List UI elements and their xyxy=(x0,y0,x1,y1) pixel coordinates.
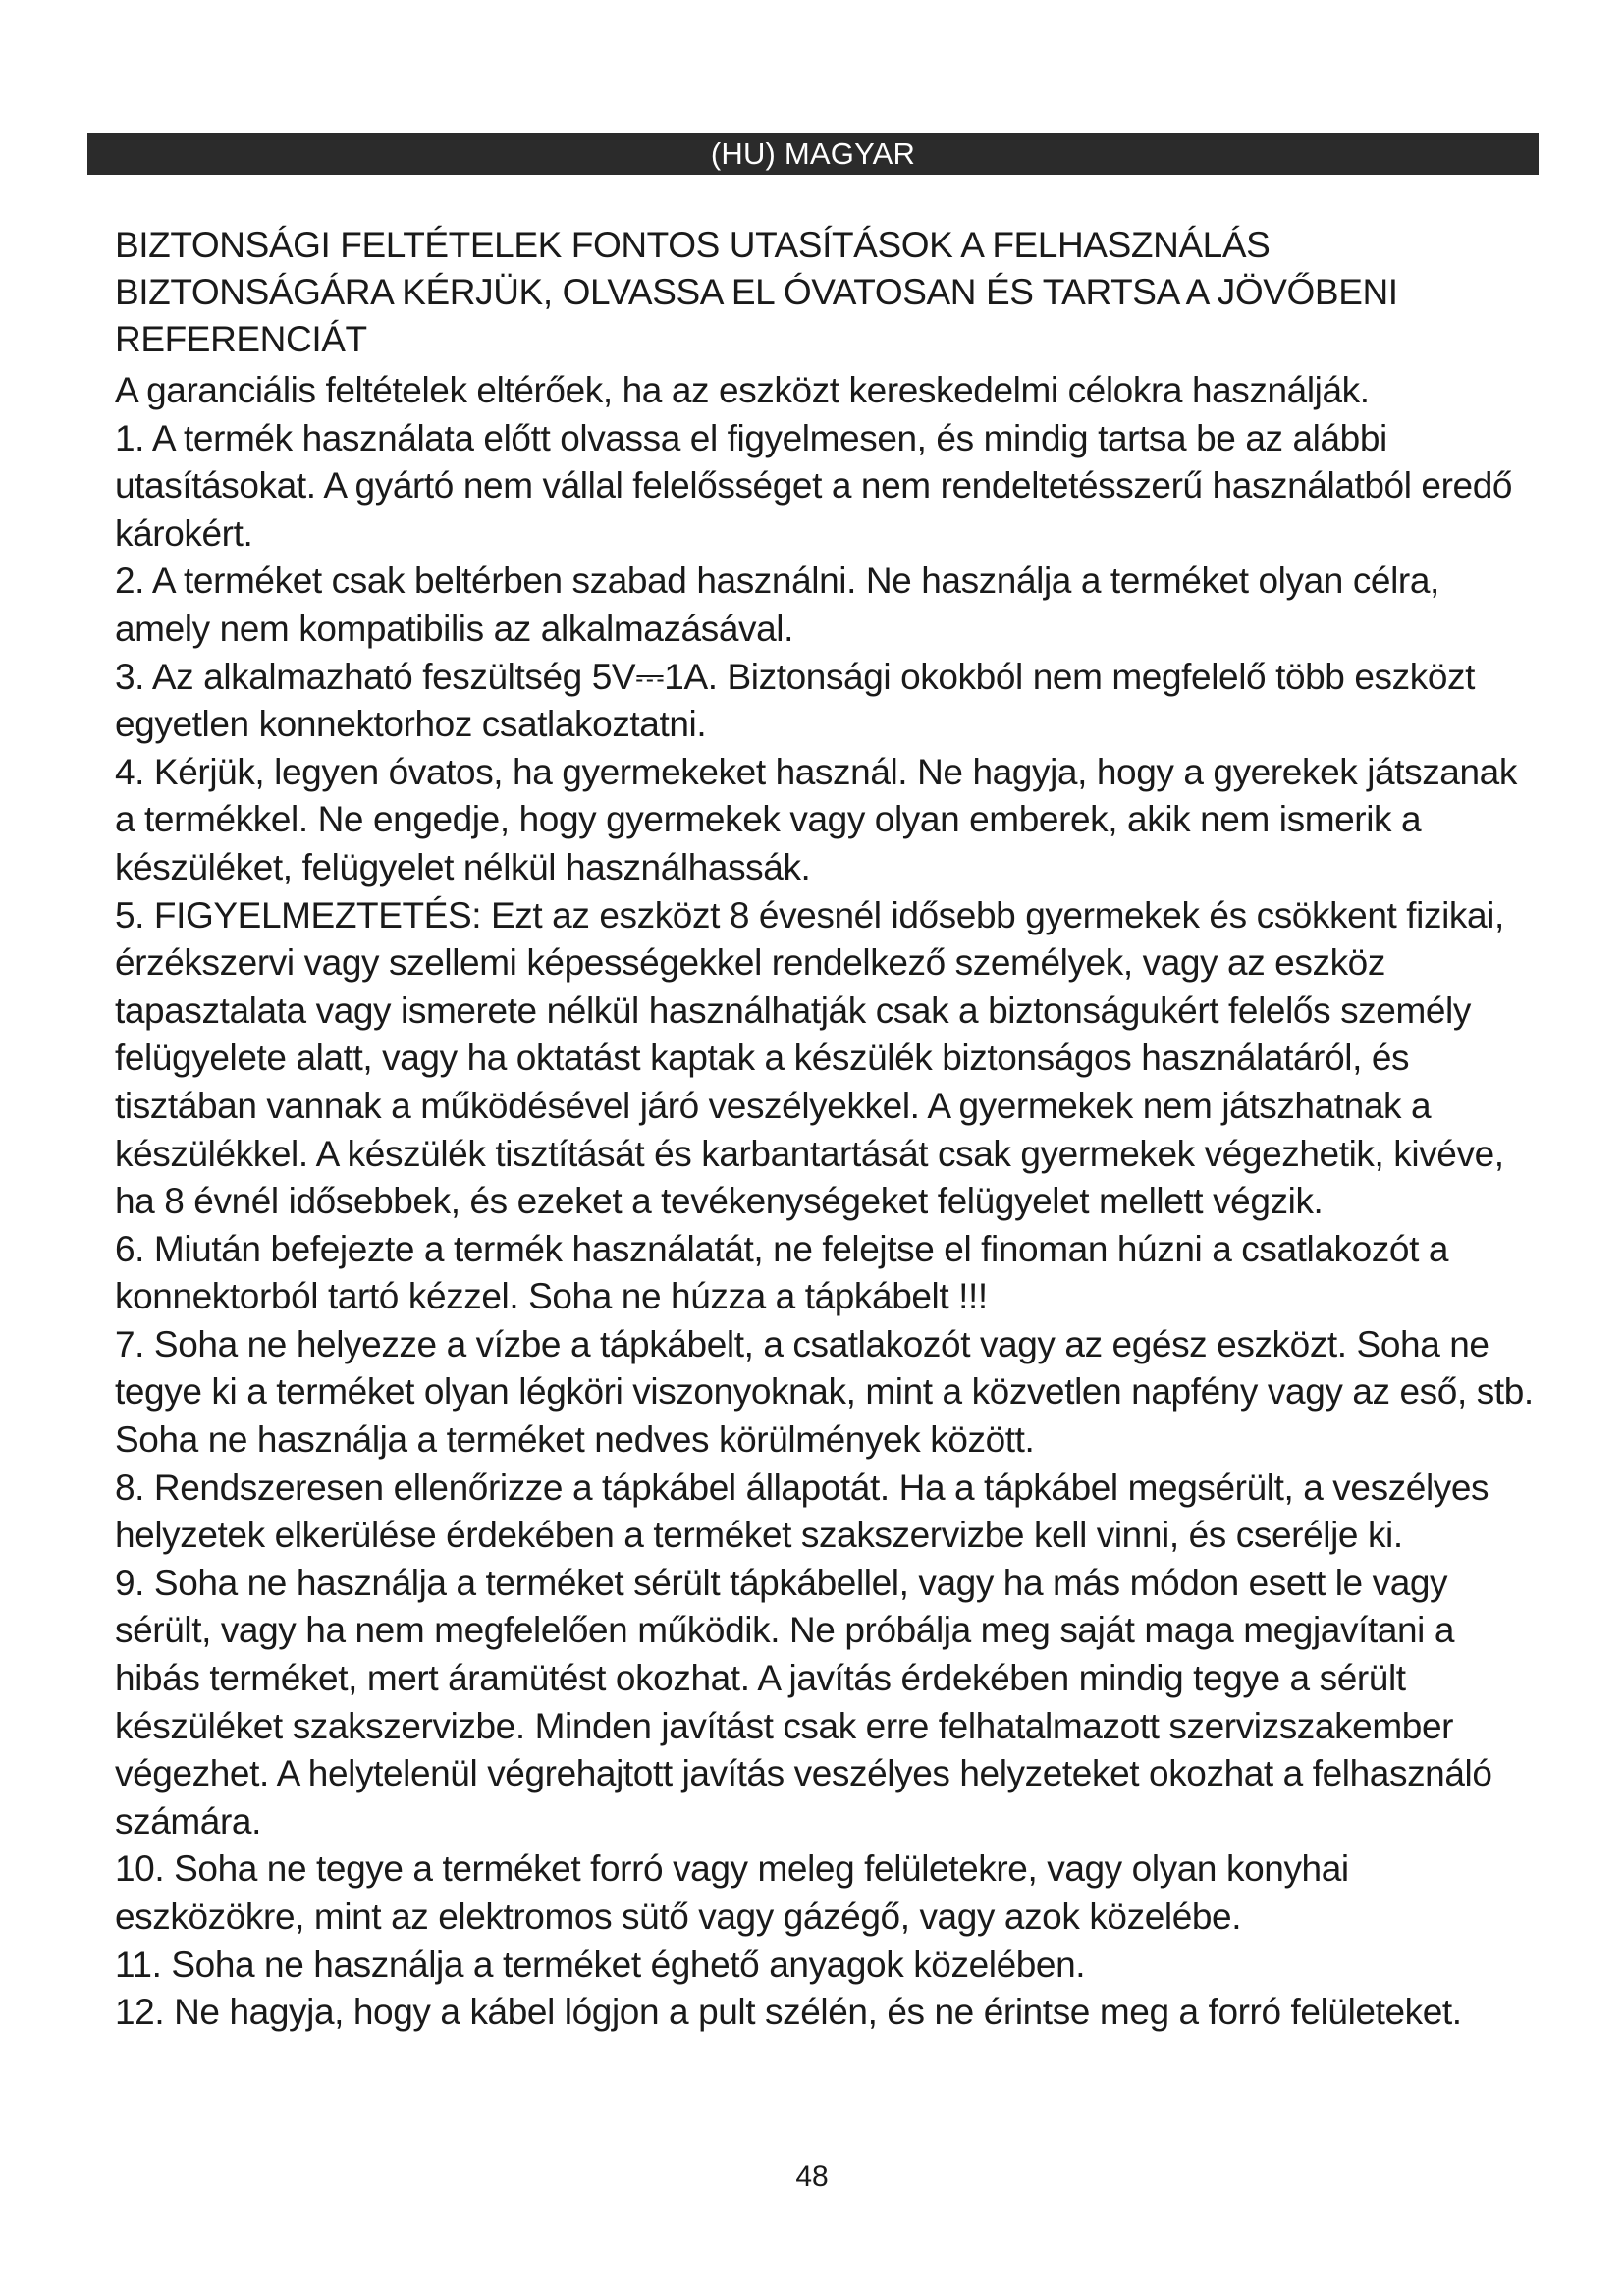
language-header-bar xyxy=(87,133,1539,175)
safety-heading: BIZTONSÁGI FELTÉTELEK FONTOS UTASÍTÁSOK A FELHASZNÁLÁS BIZTONSÁGÁRA KÉRJÜK, OLVASSA EL ÓVATOSAN ÉS TARTSA A JÖVŐBENI REFERENCIÁT xyxy=(115,225,1398,359)
instruction-item-6: 6. Miután befejezte a termék használatát, ne felejtse el finoman húzni a csatlakozót a konnektorból tartó kézzel. Soha ne húzza a tápkábelt !!! xyxy=(115,1228,1449,1317)
document-body xyxy=(115,222,1539,2037)
language-label: (HU) MAGYAR xyxy=(710,136,916,171)
warranty-intro: A garanciális feltételek eltérőek, ha az eszközt kereskedelmi célokra használják. xyxy=(115,370,1370,410)
instruction-item-11: 11. Soha ne használja a terméket éghető anyagok közelében. xyxy=(115,1944,1086,1985)
instruction-item-12: 12. Ne hagyja, hogy a kábel lógjon a pult szélén, és ne érintse meg a forró felületeket. xyxy=(115,1992,1462,2033)
page-number: 48 xyxy=(795,2161,829,2193)
instruction-item-5: 5. FIGYELMEZTETÉS: Ezt az eszközt 8 évesnél idősebb gyermekek és csökkent fizikai, érzékszervi vagy szellemi képességekkel rendelkező személyek, vagy az eszköz tapasztalata vagy ismerete nélkül használhatják csak a biztonságukért felelős személy felügyelete alatt, vagy ha oktatást kaptak a készülék biztonságos használatáról, és tisztában vannak a működésével járó veszélyekkel. A gyermekek nem játszhatnak a készülékkel. A készülék tisztítását és karbantartását csak gyermekek végezhetik, kivéve, ha 8 évnél idősebbek, és ezeket a tevékenységeket felügyelet mellett végzik. xyxy=(115,894,1504,1222)
instruction-item-4: 4. Kérjük, legyen óvatos, ha gyermekeket használ. Ne hagyja, hogy a gyerekek játszanak a termékkel. Ne engedje, hogy gyermekek vagy olyan emberek, akik nem ismerik a készüléket, felügyelet nélkül használhassák. xyxy=(115,751,1517,887)
instruction-item-8: 8. Rendszeresen ellenőrizze a tápkábel állapotát. Ha a tápkábel megsérült, a veszélyes helyzetek elkerülése érdekében a terméket szakszervizbe kell vinni, és cserélje ki. xyxy=(115,1467,1489,1556)
instruction-item-1: 1. A termék használata előtt olvassa el figyelmesen, és mindig tartsa be az alábbi utasításokat. A gyártó nem vállal felelősséget a nem rendeltetésszerű használatból eredő károkért. xyxy=(115,417,1513,554)
instruction-item-7: 7. Soha ne helyezze a vízbe a tápkábelt, a csatlakozót vagy az egész eszközt. Soha ne tegye ki a terméket olyan légköri viszonyoknak, mint a közvetlen napfény vagy az eső, stb. Soha ne használja a terméket nedves körülmények között. xyxy=(115,1323,1534,1461)
instruction-item-10: 10. Soha ne tegye a terméket forró vagy meleg felületekre, vagy olyan konyhai eszközökre, mint az elektromos sütő vagy gázégő, vagy azok közelébe. xyxy=(115,1848,1349,1937)
instruction-item-3: 3. Az alkalmazható feszültség 5V⎓1A. Biztonsági okokból nem megfelelő több eszközt egyetlen konnektorhoz csatlakoztatni. xyxy=(115,656,1476,745)
instruction-item-2: 2. A terméket csak beltérben szabad használni. Ne használja a terméket olyan célra, amely nem kompatibilis az alkalmazásával. xyxy=(115,561,1439,649)
instruction-item-9: 9. Soha ne használja a terméket sérült tápkábellel, vagy ha más módon esett le vagy sérült, vagy ha nem megfelelően működik. Ne próbálja meg saját maga megjavítani a hibás terméket, mert áramütést okozhat. A javítás érdekében mindig tegye a sérült készüléket szakszervizbe. Minden javítást csak erre felhatalmazott szervizszakember végezhet. A helytelenül végrehajtott javítás veszélyes helyzeteket okozhat a felhasználó számára. xyxy=(115,1562,1492,1842)
